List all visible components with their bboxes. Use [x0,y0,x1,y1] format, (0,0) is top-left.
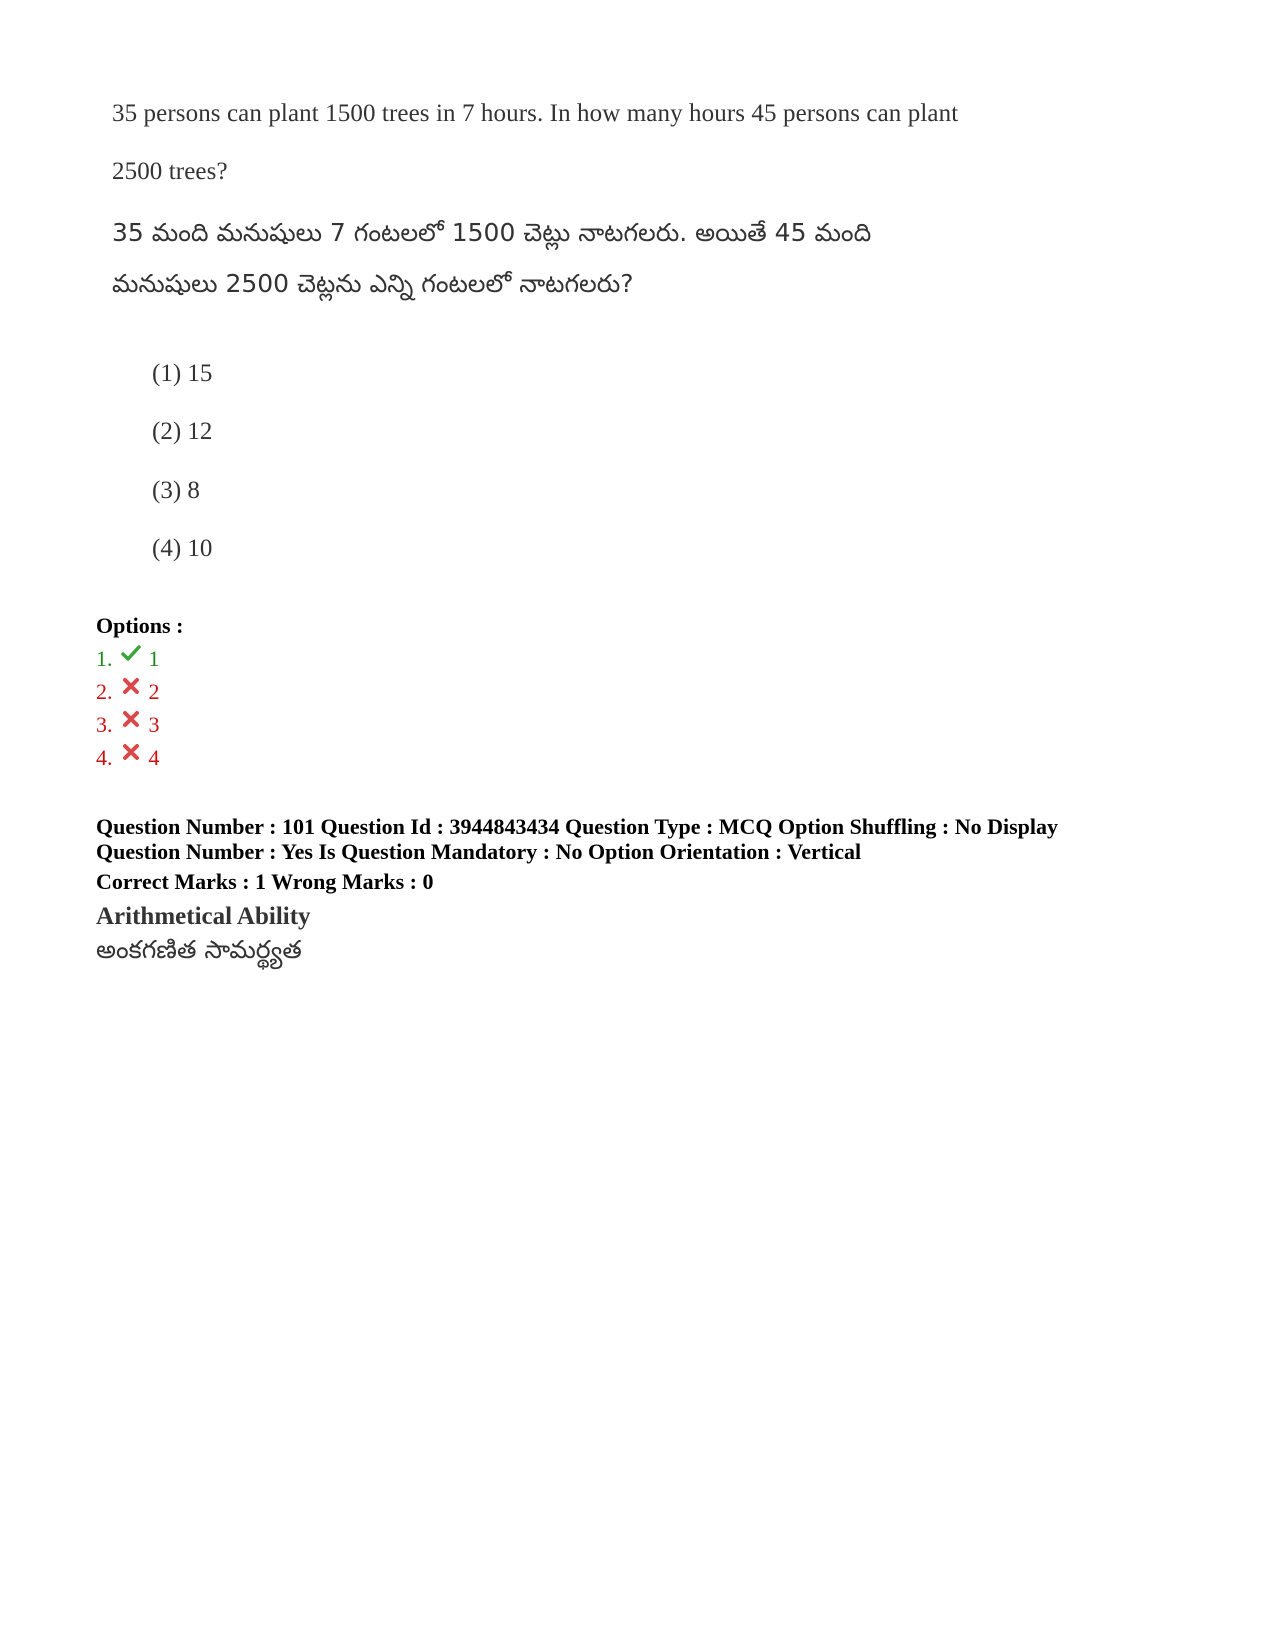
question-meta-line2: Question Number : Yes Is Question Mandatory : No Option Orientation : Vertical [96,839,862,864]
option-1-number: 1. [96,646,113,671]
cross-icon [121,708,141,726]
option-2-value: 2 [148,679,160,704]
option-3 [96,712,160,738]
option-4-number: 4. [96,745,113,770]
option-1-value: 1 [148,646,160,671]
question-text-line2: 2500 trees? [112,158,228,185]
check-icon [121,642,141,660]
question-text-line1: 35 persons can plant 1500 trees in 7 hours. In how many hours 45 persons can plant [112,100,959,127]
option-1 [96,646,160,672]
options-heading: Options : [96,613,184,638]
option-3-number: 3. [96,712,113,737]
choice-2: (2) 12 [152,418,213,445]
marks-info: Correct Marks : 1 Wrong Marks : 0 [96,869,434,894]
question-telugu-line2: మనుషులు 2500 చెట్లను ఎన్ని గంటలలో నాటగలరు? [112,269,634,298]
option-2 [96,679,160,705]
section-title: Arithmetical Ability [96,903,311,930]
choice-3: (3) 8 [152,477,200,504]
choice-1: (1) 15 [152,360,213,387]
cross-icon [121,741,141,759]
option-2-number: 2. [96,679,113,704]
option-4-value: 4 [148,745,160,770]
option-4 [96,745,160,771]
question-telugu-line1: 35 మంది మనుషులు 7 గంటలలో 1500 చెట్లు నాటగలరు. అయితే 45 మంది [112,218,872,247]
choice-4: (4) 10 [152,535,213,562]
question-meta-line1: Question Number : 101 Question Id : 3944843434 Question Type : MCQ Option Shuffling : No Display [96,814,1059,839]
option-3-value: 3 [148,712,160,737]
cross-icon [121,675,141,693]
section-title-telugu: అంకగణిత సామర్థ్యత [96,935,302,964]
